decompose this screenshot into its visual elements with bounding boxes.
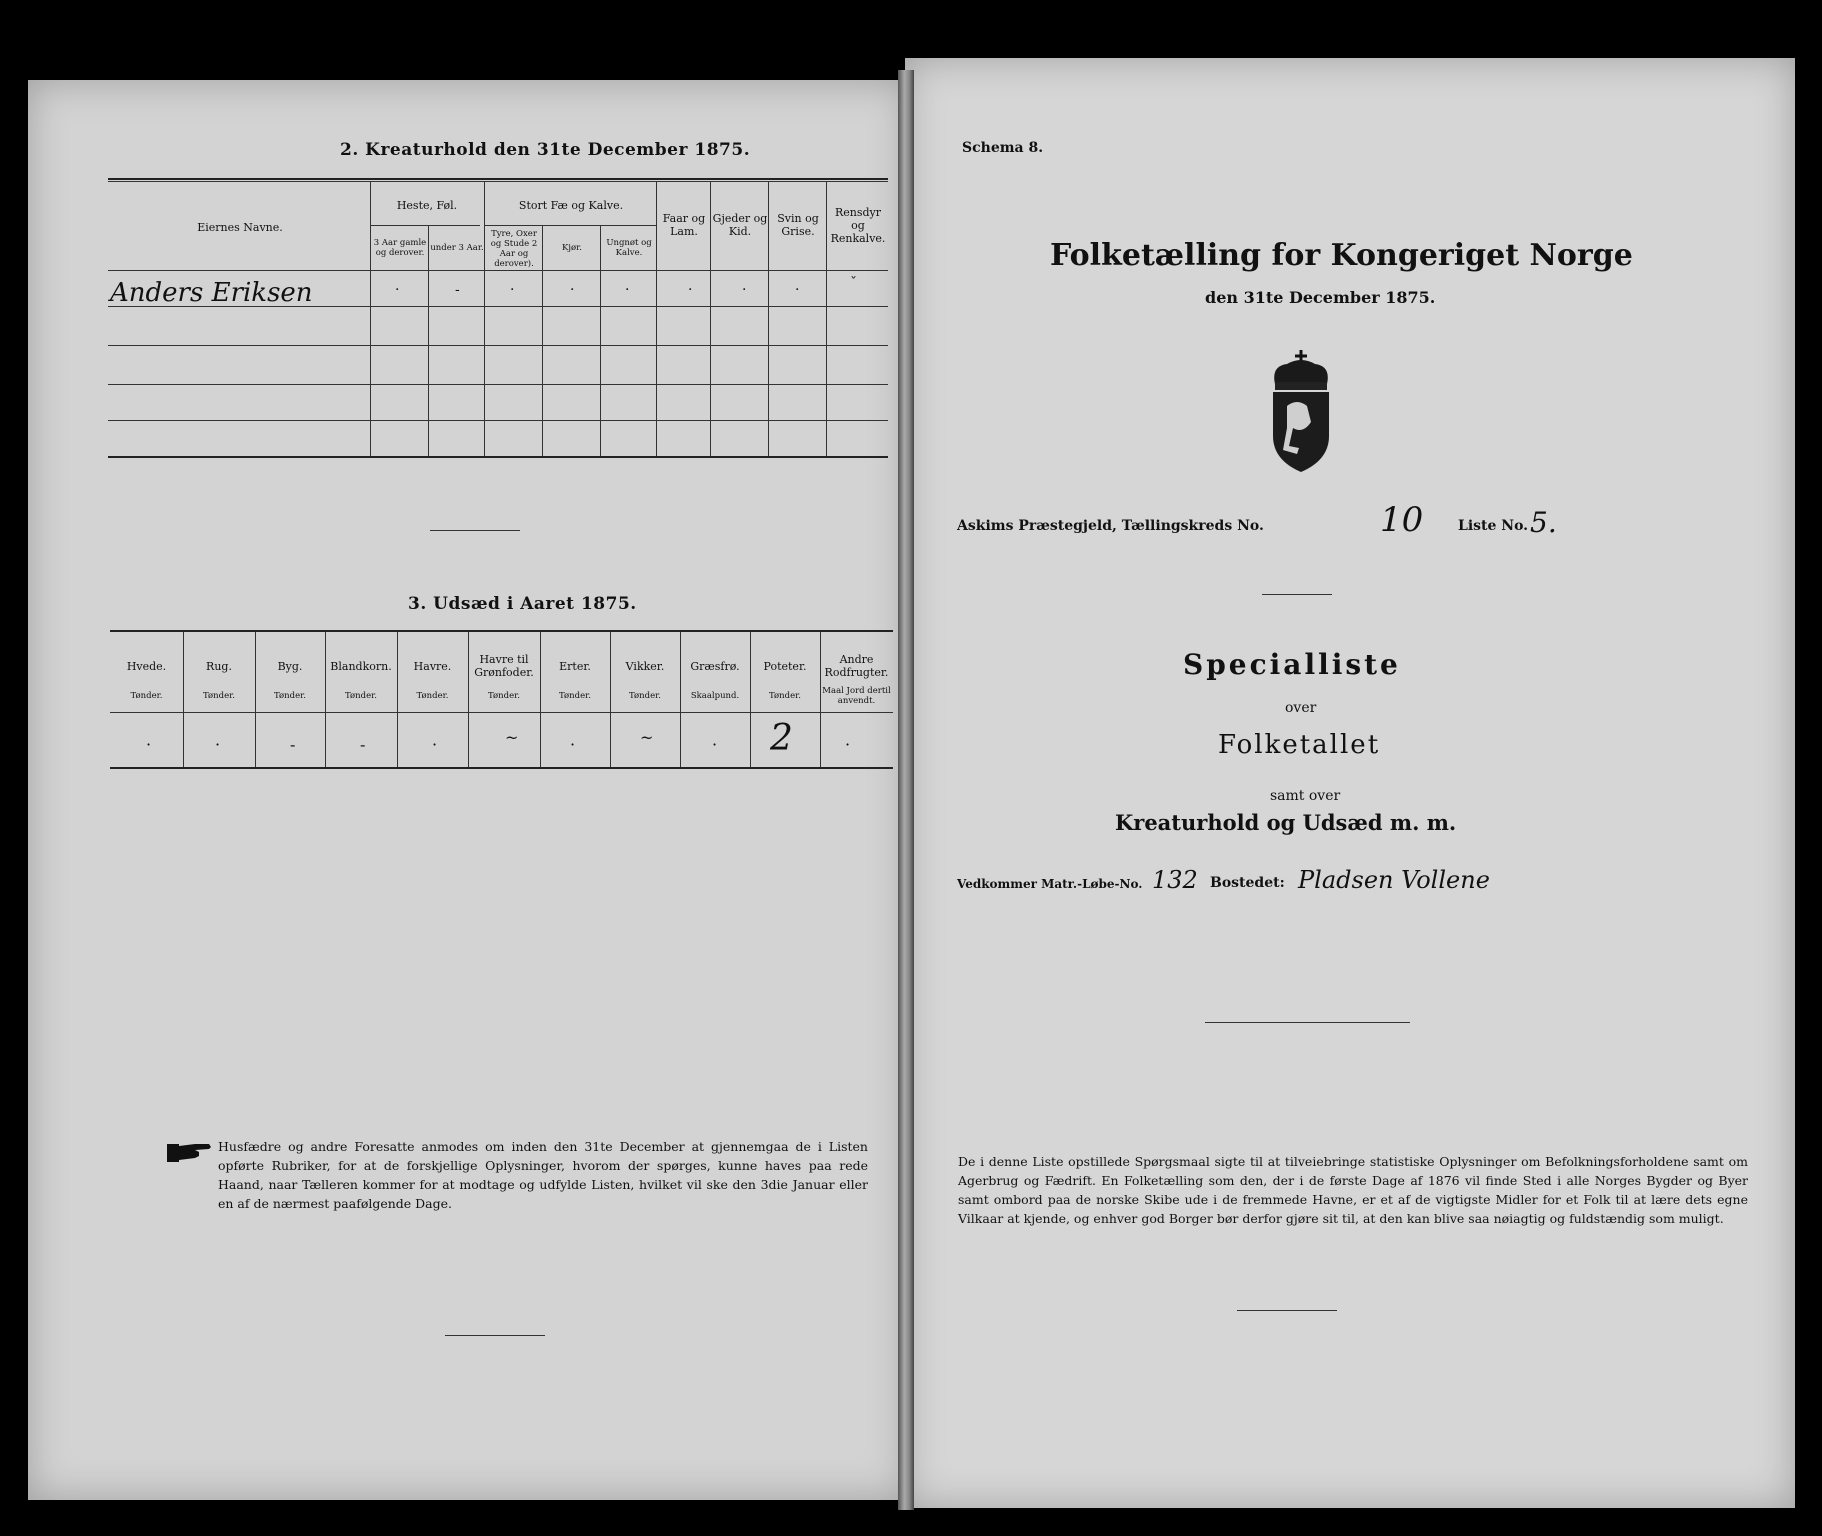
separator (1262, 594, 1332, 595)
crop-table-bottom (110, 767, 893, 769)
blank-mark: - (360, 735, 366, 754)
table-row-rule (108, 420, 888, 421)
separator (1205, 1022, 1410, 1023)
blank-mark: ~ (640, 728, 654, 747)
crop-header-label: Havre. (413, 659, 452, 673)
crop-header-unit: Tønder. (274, 691, 306, 701)
table-row-rule (108, 345, 888, 346)
crop-header-unit: Tønder. (203, 691, 235, 701)
crop-header-unit: Tønder. (559, 691, 591, 701)
book-spine (898, 70, 914, 1510)
col-rule (370, 181, 371, 456)
blank-mark: · (432, 735, 438, 754)
table-top-rule (108, 178, 888, 180)
blank-mark: · (570, 735, 576, 754)
header-stort-b: Kjør. (562, 243, 582, 253)
crop-header-label: Græsfrø. (690, 659, 740, 673)
blank-mark: ˇ (850, 275, 857, 291)
header-heste-b: under 3 Aar. (430, 243, 484, 253)
header-svin: Svin og Grise. (777, 212, 819, 238)
pointing-hand-icon (165, 1138, 213, 1164)
col-rule (428, 225, 429, 456)
header-name-col: Eiernes Navne. (197, 220, 283, 234)
separator (1237, 1310, 1337, 1311)
header-stort-c: Ungnøt og Kalve. (606, 238, 652, 258)
crop-header-label: Hvede. (126, 659, 167, 673)
blank-mark: · (742, 282, 747, 298)
table-row-rule (108, 384, 888, 385)
header-rensdyr: Rensdyr og Renkalve. (830, 205, 886, 245)
bosted-label: Bostedet: (1210, 875, 1285, 891)
blank-mark: · (570, 282, 575, 298)
col-rule (542, 225, 543, 456)
header-gjeder: Gjeder og Kid. (712, 212, 768, 238)
table-header-rule (108, 270, 888, 271)
col-rule (768, 181, 769, 456)
crop-header-label: Byg. (277, 659, 303, 673)
table-bottom-rule (108, 456, 888, 458)
separator (430, 530, 520, 531)
notice-text: Husfædre og andre Foresatte anmodes om inden den 31te December at gjennemgaa de i Listen opførte Rubriker, for at de forskjellige Oplysninger, hvorom der spørges, kunne haves paa rede Haand, naar Tælleren kommer for at modtage og udfylde Listen, hvilket vil ske den 3die Januar eller en af de nærmest paafølgende Dage. (218, 1139, 868, 1211)
crop-header-label: Erter. (559, 659, 591, 673)
potato-value: 2 (770, 718, 793, 759)
blank-mark: · (215, 735, 221, 754)
crop-table-header-rule (110, 712, 893, 713)
crop-header-label: Rug. (206, 659, 232, 673)
right-page (905, 58, 1795, 1508)
coat-of-arms-icon (1263, 348, 1339, 476)
blank-mark: · (146, 735, 152, 754)
col-rule (826, 181, 827, 456)
over-text: over (1285, 700, 1317, 716)
schema-label: Schema 8. (962, 140, 1044, 156)
matr-number: 132 (1152, 866, 1198, 894)
blank-mark: - (290, 735, 296, 754)
blank-mark: - (455, 282, 460, 298)
header-faar: Faar og Lam. (662, 212, 706, 238)
crop-header-label: Poteter. (763, 659, 807, 673)
section3-title: 3. Udsæd i Aaret 1875. (408, 594, 637, 614)
blank-mark: ~ (505, 728, 519, 747)
prestegjeld-label: Askims Præstegjeld, Tællingskreds No. (957, 518, 1264, 534)
liste-number: 5. (1530, 506, 1557, 539)
header-stort-a: Tyre, Oxer og Stude 2 Aar og derover). (490, 229, 538, 269)
crop-header-unit: Tønder. (130, 691, 163, 701)
folketallet-text: Folketallet (1218, 730, 1381, 760)
blank-mark: · (845, 735, 851, 754)
table-top-rule-thin (108, 181, 888, 182)
blank-mark: · (712, 735, 718, 754)
crop-header-unit: Tønder. (629, 691, 661, 701)
blank-mark: · (688, 282, 693, 298)
header-stort: Stort Fæ og Kalve. (518, 198, 624, 212)
matr-label: Vedkommer Matr.-Løbe-No. (957, 877, 1143, 891)
bosted-value: Pladsen Vollene (1298, 866, 1490, 894)
blank-mark: · (395, 282, 400, 298)
col-rule (656, 181, 657, 456)
crop-header-unit: Tønder. (416, 691, 449, 701)
kreaturhold-title: Kreaturhold og Udsæd m. m. (1115, 810, 1457, 835)
crop-header-unit: Tønder. (345, 691, 377, 701)
crop-header-unit: Skaalpund. (690, 691, 740, 701)
crop-header-label: Andre Rodfrugter. (824, 653, 889, 679)
col-rule (484, 181, 485, 456)
crop-header-label: Vikker. (625, 659, 665, 673)
col-rule (600, 225, 601, 456)
owner-name: Anders Eriksen (110, 278, 313, 308)
census-date: den 31te December 1875. (1205, 288, 1436, 307)
crop-header-unit: Maal Jord dertil anvendt. (822, 686, 891, 706)
stort-subrule (484, 225, 656, 226)
blank-mark: · (510, 282, 515, 298)
kreds-number: 10 (1380, 500, 1424, 540)
main-title: Folketælling for Kongeriget Norge (1050, 238, 1633, 273)
crop-header-label: Blandkorn. (330, 659, 392, 673)
intro-paragraph: De i denne Liste opstillede Spørgsmaal sigte til at tilveiebringe statistiske Oplysninger om Befolkningsforholdene samt om Agerbrug og Fædrift. En Folketælling som den, der i de første Dage af 1876 vil finde Sted i alle Norges Bygder og Byer samt ombord paa de norske Skibe ude i de fremmede Havne, er et af de vigtigste Midler for et Folk til at lære dets egne Vilkaar at kjende, og enhver god Borger bør derfor gjøre sit til, at den kan blive saa nøiagtig og fuldstændig som muligt. (958, 1154, 1748, 1226)
crop-header-unit: Tønder. (488, 691, 520, 701)
blank-mark: · (625, 282, 630, 298)
crop-table-top (110, 630, 893, 632)
crop-header-label: Havre til Grønfoder. (474, 653, 534, 679)
blank-mark: · (795, 282, 800, 298)
separator (445, 1335, 545, 1336)
heste-subrule (370, 225, 480, 226)
section2-title: 2. Kreaturhold den 31te December 1875. (340, 140, 751, 160)
crop-header-unit: Tønder. (769, 691, 801, 701)
specialliste-title: Specialliste (1183, 648, 1401, 681)
col-rule (710, 181, 711, 456)
samt-over-text: samt over (1270, 788, 1341, 804)
header-heste: Heste, Føl. (396, 198, 458, 212)
header-heste-a: 3 Aar gamle og derover. (373, 238, 427, 258)
liste-label: Liste No. (1458, 518, 1529, 534)
